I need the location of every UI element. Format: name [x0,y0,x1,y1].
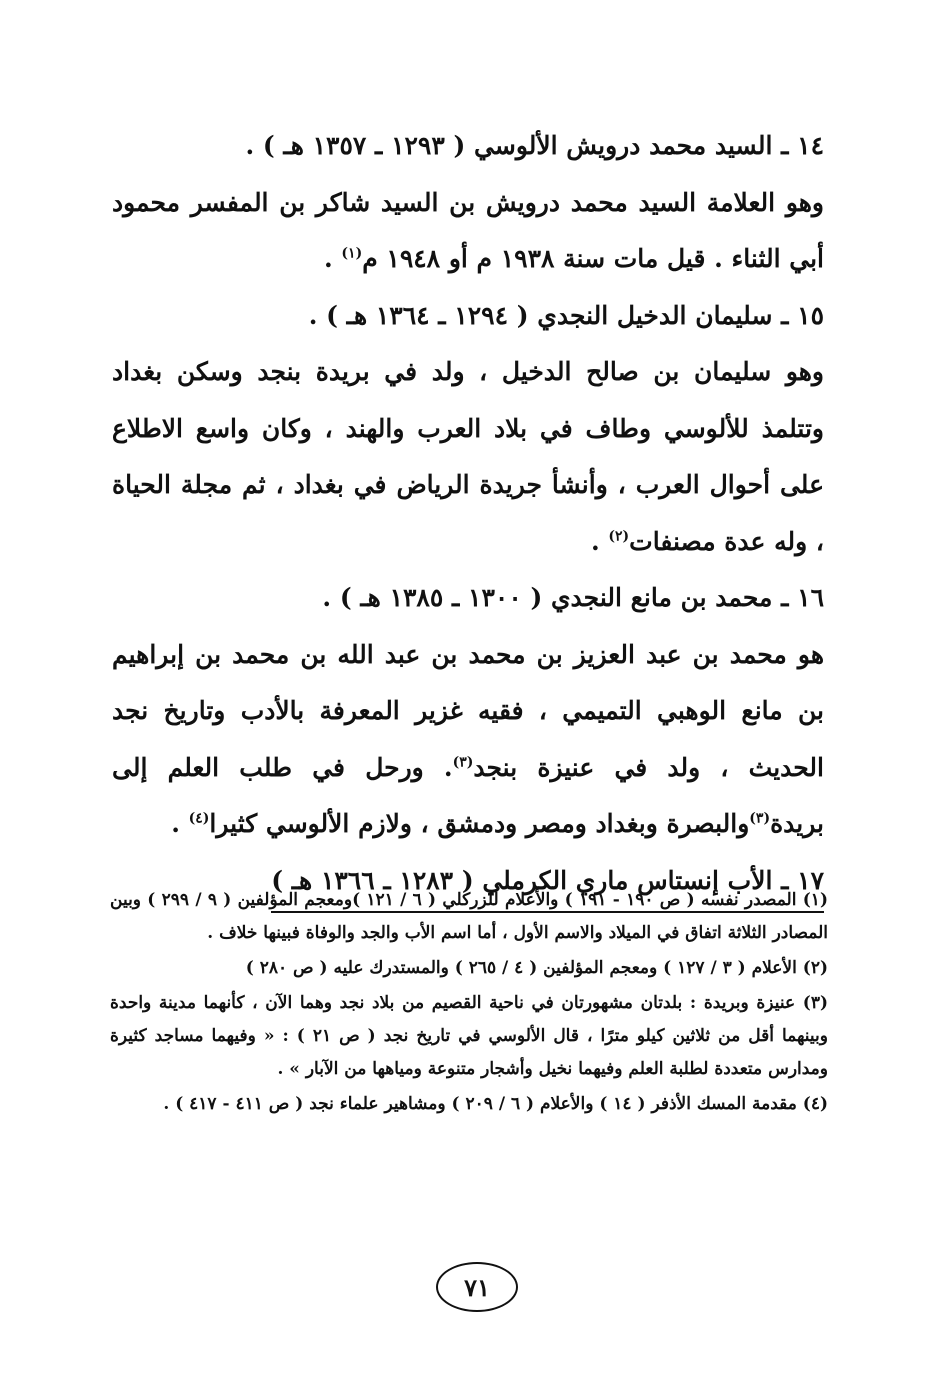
footnotes [110,884,828,1123]
footnote-ref-1[interactable]: (١) [341,245,363,262]
entry-body-end: . [171,809,189,838]
page-number-text: ٧١ [464,1272,490,1302]
entry-body-14 [112,175,824,288]
footnote-ref-4[interactable]: (٤) [188,810,210,827]
entry-body-text: وهو سليمان بن صالح الدخيل ، ولد في بريدة بنجد وسكن بغداد وتتلمذ للألوسي وطاف في بلاد العرب والهند ، وكان واسع الاطلاع على أحوال العرب ، وأنشأ جريدة الرياض في بغداد ، ثم مجلة الحياة ، وله عدة مصنفات [112,357,824,556]
footnote-ref-2[interactable]: (٢) [608,528,630,545]
entry-title-15: ١٥ ـ سليمان الدخيل النجدي ( ١٢٩٤ ـ ١٣٦٤ هـ ) . [308,300,824,330]
entry-title-14: ١٤ ـ السيد محمد درويش الألوسي ( ١٢٩٣ ـ ١٣٥٧ هـ ) . [245,131,824,160]
entry-title-16: ١٦ ـ محمد بن مانع النجدي ( ١٣٠٠ ـ ١٣٨٥ هـ ) . [322,583,824,612]
footnote-1: (١) المصدر نفسه ( ص ١٩٠ - ١٩١ ) والأعلام للزركلي ( ٦ / ١٢١ )ومعجم المؤلفين ( ٩ / ٢٩٩ ) وبين المصادر الثلاثة اتفاق في الميلاد والاسم الأول ، أما اسم الأب والجد والوفاة فبينها خلاف . [110,890,828,943]
entry-body-end: . [590,526,609,556]
entry-body-15 [112,344,824,570]
footnote-4: (٤) مقدمة المسك الأذفر ( ١٤ ) والأعلام ( ٦ / ٢٠٩ ) ومشاهير علماء نجد ( ص ٤١١ - ٤١٧ ) . [163,1094,828,1114]
entry-body-end: . [324,244,342,273]
entry-body-text: . ورحل في طلب العلم إلى بريدة [112,752,824,838]
page-number [436,1262,518,1312]
entry-body-16 [112,627,824,853]
footnote-2: (٢) الأعلام ( ٣ / ١٢٧ ) ومعجم المؤلفين ( ٤ / ٢٦٥ ) والمستدرك عليه ( ص ٢٨٠ ) [245,958,828,978]
footnote-ref-3b[interactable]: (٣) [749,810,771,827]
entry-body-text: هو محمد بن عبد العزيز بن محمد بن عبد الله بن محمد بن إبراهيم بن مانع الوهبي التميمي ، فقيه غزير المعرفة بالأدب وتاريخ نجد الحديث ، ولد في عنيزة بنجد [112,639,824,782]
entry-title-17-text: ١٧ ـ الأب إنستاس ماري الكرملي ( ١٢٨٣ ـ ١٣٦٦ هـ ) [271,853,824,914]
entry-body-text: وهو العلامة السيد محمد درويش بن السيد شاكر بن المفسر محمود أبي الثناء . قيل مات سنة ١٩٣٨ م أو ١٩٤٨ م [112,187,824,273]
footnote-ref-3a[interactable]: (٣) [452,754,474,771]
entry-body-text: والبصرة وبغداد ومصر ودمشق ، ولازم الألوسي كثيرا [209,809,750,838]
main-text [112,118,824,913]
footnote-3: (٣) عنيزة وبريدة : بلدتان مشهورتان في ناحية القصيم من بلاد نجد وهما الآن ، كأنهما مدينة واحدة وبينهما أقل من ثلاثين كيلو مترًا ، قال الألوسي في تاريخ نجد ( ص ٢١ ) : « وفيهما مساجد كثيرة ومدارس متعددة لطلبة العلم وفيهما نخيل وأشجار متنوعة ومياهها من الآبار » . [110,993,828,1079]
